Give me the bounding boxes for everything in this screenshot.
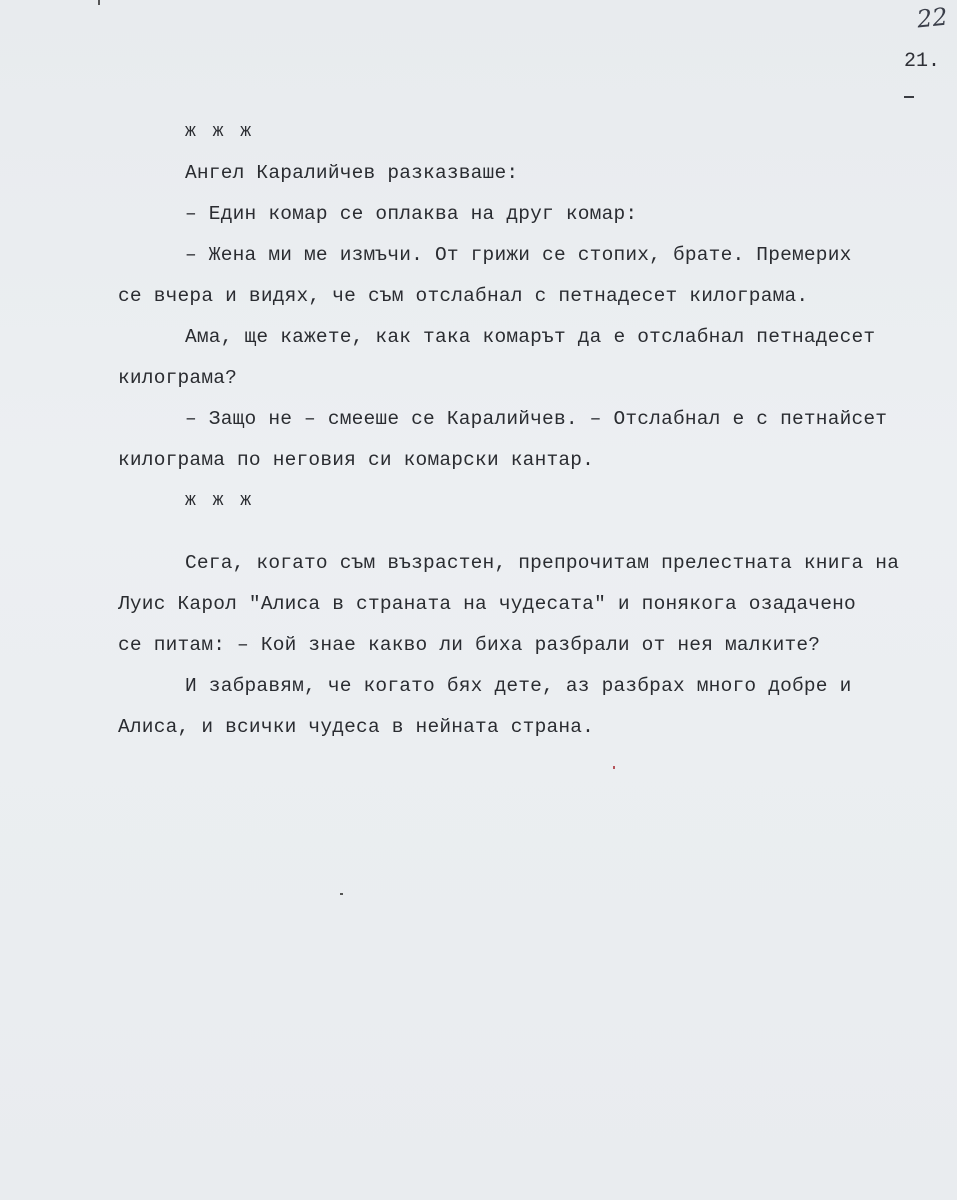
paper-speck xyxy=(613,766,615,769)
edge-mark xyxy=(98,0,100,5)
archive-number: 22 xyxy=(915,2,949,34)
text-line: се вчера и видях, че съм отслабнал с петнадесет килограма. xyxy=(118,285,809,307)
text-line: Алиса, и всички чудеса в нейната страна. xyxy=(118,716,595,738)
text-line: Луис Карол "Алиса в страната на чудесата" и понякога озадачено xyxy=(118,593,856,615)
page-number: 21. xyxy=(904,50,941,73)
text-line: се питам: – Кой знае какво ли биха разбрали от нея малките? xyxy=(118,634,821,656)
text-line: – Жена ми ме измъчи. От грижи се стопих, брате. Премерих xyxy=(185,244,852,266)
typewritten-text xyxy=(118,112,928,748)
text-line: килограма по неговия си комарски кантар. xyxy=(118,449,595,471)
page-dash xyxy=(904,96,914,98)
text-line: И забравям, че когато бях дете, аз разбрах много добре и xyxy=(185,675,852,697)
text-line: килограма? xyxy=(118,367,238,389)
text-line: Сега, когато съм възрастен, препрочитам прелестната книга на xyxy=(185,552,900,574)
section-separator: ж ж ж xyxy=(185,491,255,511)
text-line: Ама, ще кажете, как така комарът да е отслабнал петнадесет xyxy=(185,326,876,348)
paper-speck xyxy=(340,893,343,895)
text-line: – Защо не – смееше се Каралийчев. – Отслабнал е с петнайсет xyxy=(185,408,888,430)
section-separator: ж ж ж xyxy=(185,122,255,142)
text-line: Ангел Каралийчев разказваше: xyxy=(185,162,519,184)
text-line: – Един комар се оплаква на друг комар: xyxy=(185,203,638,225)
